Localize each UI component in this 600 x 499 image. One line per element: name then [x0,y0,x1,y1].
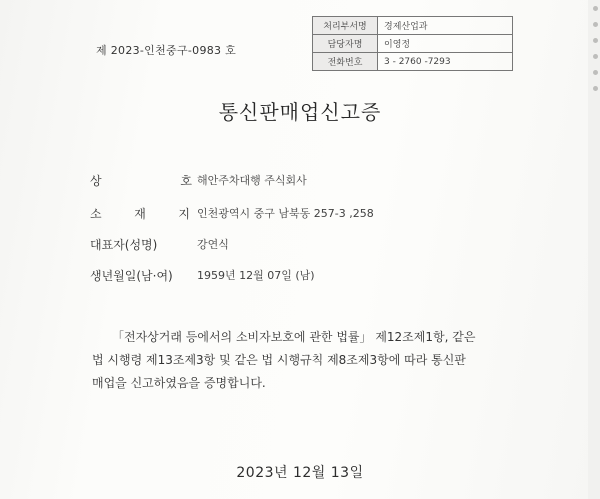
field-value: 인천광역시 중구 남북동 257-3 ,258 [197,207,374,220]
field-label: 상 호 [90,174,192,188]
field-label: 대표자(성명) [90,238,158,252]
info-label: 처리부서명 [313,17,378,35]
info-value: 경제산업과 [378,17,513,35]
statement-line: 매업을 신고하였음을 증명합니다. [92,376,266,390]
statement-line: 「전자상거래 등에서의 소비자보호에 관한 법률」 제12조제1항, 같은 [112,330,476,344]
field-label: 소 재 지 [90,207,190,221]
info-label: 담당자명 [313,35,378,53]
field-value: 해안주차대행 주식회사 [197,174,307,187]
info-row [313,35,513,53]
info-row [313,17,513,35]
department-info-table [312,16,513,71]
certification-statement [92,326,512,395]
info-row [313,53,513,71]
issue-date: 2023년 12월 13일 [236,465,364,481]
field-value: 강연식 [197,238,229,251]
field-label: 생년월일(남·여) [90,269,173,283]
registration-number: 제 2023-인천중구-0983 호 [96,44,237,57]
field-value: 1959년 12월 07일 (남) [197,269,315,282]
info-label: 전화번호 [313,53,378,71]
info-value: 3 - 2760 -7293 [378,53,513,71]
binder-edge [588,0,600,499]
info-value: 이영정 [378,35,513,53]
statement-line: 법 시행령 제13조제3항 및 같은 법 시행규칙 제8조제3항에 따라 통신판 [92,353,466,367]
document-title: 통신판매업신고증 [218,100,382,124]
